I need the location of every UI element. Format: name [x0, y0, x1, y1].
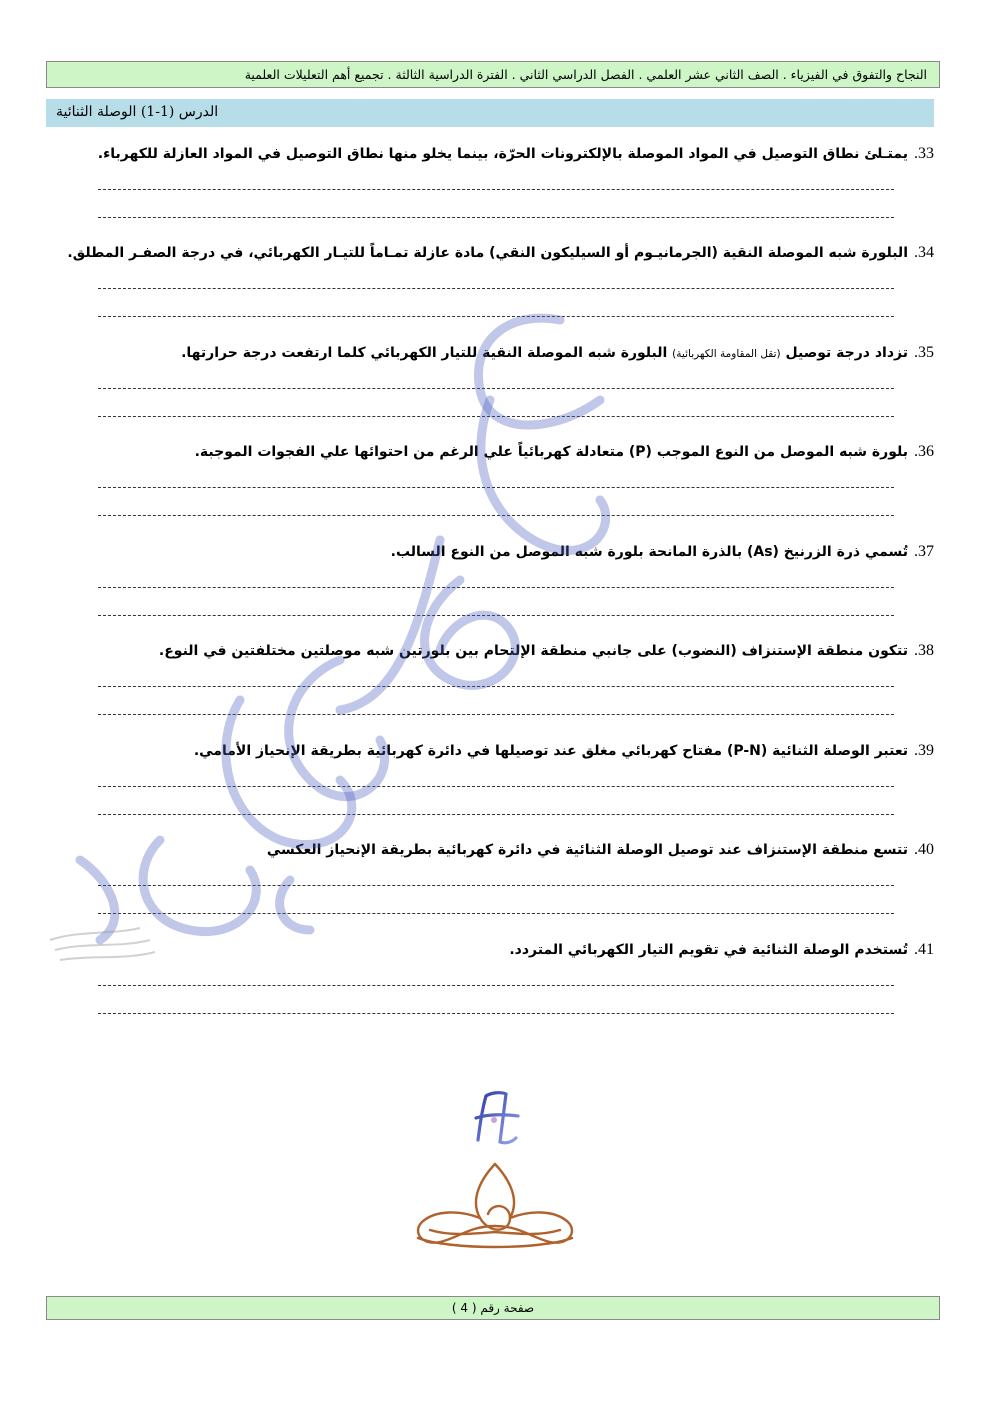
question-34: [67, 242, 934, 264]
question-number: 41.: [914, 941, 934, 958]
question-text: يمتـلئ نطاق التوصيل في المواد الموصلة بالإلكترونات الحرّة، بينما يخلو منها نطاق التوصيل في المواد العازلة للكهرباء.: [97, 146, 908, 162]
answer-line: [98, 985, 894, 986]
answer-line: [98, 288, 894, 289]
answer-line: [98, 615, 894, 616]
answer-line: [98, 416, 894, 417]
question-number: 36.: [914, 443, 934, 460]
answer-line: [98, 913, 894, 914]
question-39: [194, 740, 934, 762]
answer-line: [98, 388, 894, 389]
page-number: صفحة رقم ( 4 ): [451, 1301, 535, 1315]
question-37: [391, 541, 934, 563]
answer-line: [98, 189, 894, 190]
question-number: 35.: [914, 344, 934, 361]
question-text-note: (تقل المقاومة الكهربائية): [672, 348, 781, 360]
question-number: 40.: [914, 841, 934, 858]
question-33: [98, 143, 934, 165]
lesson-title-bar: [46, 99, 934, 127]
question-text: بلورة شبه الموصل من النوع الموجب (P) متعادلة كهربائياً علي الرغم من احتوائها علي الفجوات الموجبة.: [194, 444, 908, 460]
answer-line: [98, 686, 894, 687]
page-header: [46, 61, 940, 88]
header-title: النجاح والتفوق في الفيزياء . الصف الثاني عشر العلمي . الفصل الدراسي الثاني . الفترة الدراسية الثالثة . تجميع أهم التعليلات العلمية: [244, 67, 927, 82]
flourish-ornament-icon: [410, 1160, 580, 1250]
question-text-part-b: البلورة شبه الموصلة النقية للتيار الكهربائي كلما ارتفعت درجة حرارتها.: [181, 345, 668, 361]
page-footer: [46, 1296, 940, 1320]
lesson-label: الدرس (1-1) الوصلة الثنائية: [56, 104, 219, 120]
question-number: 37.: [914, 543, 934, 560]
question-41: [509, 939, 934, 961]
question-text: تتسع منطقة الإستنزاف عند توصيل الوصلة الثنائية في دائرة كهربائية بطريقة الإنحياز العكسي: [266, 842, 908, 858]
answer-line: [98, 814, 894, 815]
answer-line: [98, 487, 894, 488]
answer-line: [98, 714, 894, 715]
answer-line: [98, 1013, 894, 1014]
question-number: 39.: [914, 742, 934, 759]
answer-line: [98, 217, 894, 218]
answer-line: [98, 316, 894, 317]
answer-line: [98, 786, 894, 787]
question-text: تُستخدم الوصلة الثنائية في تقويم التيار الكهربائي المتردد.: [509, 942, 908, 958]
question-40: [267, 839, 934, 861]
question-35: [181, 342, 934, 365]
question-text: تُسمي ذرة الزرنيخ (As) بالذرة المانحة بلورة شبه الموصل من النوع السالب.: [390, 544, 908, 560]
calligraphy-watermark-icon: [40, 280, 640, 980]
answer-line: [98, 587, 894, 588]
question-36: [195, 441, 934, 463]
question-text: تتكون منطقة الإستنزاف (النضوب) على جانبي منطقة الإلتحام بين بلورتين شبه موصلتين مختلفتين في النوع.: [158, 643, 908, 659]
monogram-h-icon: [472, 1090, 522, 1146]
question-text-part-a: تزداد درجة توصيل: [785, 345, 908, 361]
question-number: 33.: [914, 145, 934, 162]
question-number: 38.: [914, 642, 934, 659]
answer-line: [98, 885, 894, 886]
question-38: [159, 640, 934, 662]
question-text: البلورة شبه الموصلة النقية (الجرمانيـوم أو السيليكون النقي) مادة عازلة تمـاماً للتيـار الكهربائي، في درجة الصفـر المطلق.: [67, 245, 908, 261]
question-text: تعتبر الوصلة الثنائية (P-N) مفتاح كهربائي مغلق عند توصيلها في دائرة كهربائية بطريقة الإنحياز الأمامي.: [193, 743, 908, 759]
question-number: 34.: [914, 244, 934, 261]
answer-line: [98, 515, 894, 516]
